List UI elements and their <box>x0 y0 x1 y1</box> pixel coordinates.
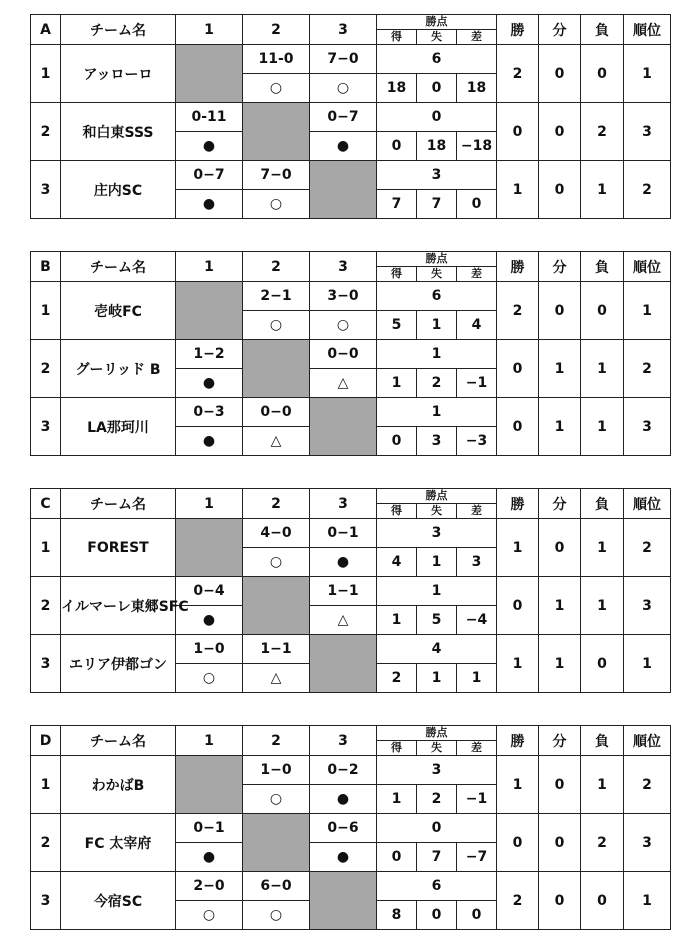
match-score: 1−0 <box>243 756 310 785</box>
self-match-cell <box>310 161 377 219</box>
wins-header: 勝 <box>497 15 539 45</box>
team-number: 3 <box>31 161 61 219</box>
goals-for: 1 <box>377 369 417 398</box>
team-row <box>31 103 671 132</box>
match-score: 3−0 <box>310 282 377 311</box>
self-match-cell <box>243 103 310 161</box>
team-name: FC 太宰府 <box>61 814 176 872</box>
opponent-1-header: 1 <box>176 489 243 519</box>
goals-against-header: 失 <box>416 504 456 518</box>
group-label: B <box>31 252 61 282</box>
losses-value: 2 <box>581 103 624 161</box>
match-score: 1−0 <box>176 635 243 664</box>
match-result-symbol: ● <box>176 606 243 635</box>
points-label: 勝点 <box>377 252 496 267</box>
goal-difference: −1 <box>457 785 497 814</box>
points-value: 6 <box>377 45 497 74</box>
group-table-d <box>30 725 671 930</box>
match-score: 1−2 <box>176 340 243 369</box>
losses-value: 1 <box>581 340 624 398</box>
team-name: グーリッド B <box>61 340 176 398</box>
team-number: 1 <box>31 756 61 814</box>
goals-for-header: 得 <box>391 504 402 517</box>
team-name-header: チーム名 <box>61 726 176 756</box>
rank-value: 1 <box>624 45 671 103</box>
team-number: 2 <box>31 814 61 872</box>
losses-header: 負 <box>581 252 624 282</box>
points-value: 0 <box>377 814 497 843</box>
team-row <box>31 756 671 785</box>
self-match-cell <box>176 756 243 814</box>
team-name: 壱岐FC <box>61 282 176 340</box>
draws-value: 1 <box>539 635 581 693</box>
team-name: 庄内SC <box>61 161 176 219</box>
group-table-c <box>30 488 671 693</box>
points-header <box>377 726 497 756</box>
match-result-symbol: ○ <box>310 311 377 340</box>
wins-value: 2 <box>497 282 539 340</box>
draws-value: 0 <box>539 45 581 103</box>
group-label: A <box>31 15 61 45</box>
wins-header: 勝 <box>497 252 539 282</box>
goal-difference: 3 <box>457 548 497 577</box>
points-header <box>377 489 497 519</box>
team-number: 2 <box>31 340 61 398</box>
goals-for: 2 <box>377 664 417 693</box>
wins-value: 0 <box>497 814 539 872</box>
match-score: 2−0 <box>176 872 243 901</box>
opponent-1-header: 1 <box>176 252 243 282</box>
team-row <box>31 814 671 843</box>
team-row <box>31 398 671 427</box>
wins-header: 勝 <box>497 726 539 756</box>
losses-header: 負 <box>581 489 624 519</box>
match-result-symbol: ○ <box>243 74 310 103</box>
match-result-symbol: ○ <box>243 190 310 219</box>
self-match-cell <box>310 398 377 456</box>
wins-value: 2 <box>497 45 539 103</box>
group-label: D <box>31 726 61 756</box>
match-score: 0−6 <box>310 814 377 843</box>
opponent-3-header: 3 <box>310 726 377 756</box>
rank-value: 2 <box>624 340 671 398</box>
goals-for: 18 <box>377 74 417 103</box>
match-result-symbol: ○ <box>243 901 310 930</box>
rank-value: 1 <box>624 635 671 693</box>
team-number: 1 <box>31 45 61 103</box>
draws-header: 分 <box>539 489 581 519</box>
team-row <box>31 872 671 901</box>
team-name: 和白東SSS <box>61 103 176 161</box>
wins-value: 1 <box>497 519 539 577</box>
team-name-header: チーム名 <box>61 252 176 282</box>
self-match-cell <box>243 814 310 872</box>
team-name: 今宿SC <box>61 872 176 930</box>
points-label: 勝点 <box>377 489 496 504</box>
match-score: 0−0 <box>243 398 310 427</box>
wins-value: 0 <box>497 577 539 635</box>
losses-value: 0 <box>581 635 624 693</box>
team-name: LA那珂川 <box>61 398 176 456</box>
self-match-cell <box>176 519 243 577</box>
rank-value: 2 <box>624 519 671 577</box>
team-number: 1 <box>31 519 61 577</box>
team-row <box>31 161 671 190</box>
goals-against-header: 失 <box>416 30 456 44</box>
goals-for: 0 <box>377 132 417 161</box>
team-name-header: チーム名 <box>61 15 176 45</box>
goals-against-header: 失 <box>416 267 456 281</box>
team-row <box>31 577 671 606</box>
opponent-3-header: 3 <box>310 15 377 45</box>
points-value: 0 <box>377 103 497 132</box>
goals-against: 2 <box>417 785 457 814</box>
goals-for: 5 <box>377 311 417 340</box>
match-score: 11-0 <box>243 45 310 74</box>
wins-value: 0 <box>497 398 539 456</box>
goal-difference: −4 <box>457 606 497 635</box>
team-number: 1 <box>31 282 61 340</box>
goals-against: 2 <box>417 369 457 398</box>
goals-for: 4 <box>377 548 417 577</box>
losses-value: 0 <box>581 872 624 930</box>
points-value: 1 <box>377 340 497 369</box>
goals-for-header: 得 <box>391 741 402 754</box>
match-result-symbol: ● <box>310 132 377 161</box>
points-header <box>377 15 497 45</box>
losses-value: 1 <box>581 398 624 456</box>
opponent-2-header: 2 <box>243 489 310 519</box>
goal-diff-header: 差 <box>456 267 496 281</box>
team-row <box>31 282 671 311</box>
losses-header: 負 <box>581 726 624 756</box>
rank-header: 順位 <box>624 489 671 519</box>
match-score: 6−0 <box>243 872 310 901</box>
goals-against: 3 <box>417 427 457 456</box>
rank-header: 順位 <box>624 252 671 282</box>
self-match-cell <box>243 340 310 398</box>
match-score: 0−2 <box>310 756 377 785</box>
match-result-symbol: ○ <box>243 311 310 340</box>
match-result-symbol: ○ <box>243 548 310 577</box>
points-value: 3 <box>377 756 497 785</box>
match-score: 0−1 <box>310 519 377 548</box>
points-value: 3 <box>377 519 497 548</box>
losses-value: 1 <box>581 161 624 219</box>
team-name: FOREST <box>61 519 176 577</box>
match-score: 0−4 <box>176 577 243 606</box>
team-row <box>31 45 671 74</box>
goals-for: 8 <box>377 901 417 930</box>
team-name: アッローロ <box>61 45 176 103</box>
points-header <box>377 252 497 282</box>
match-result-symbol: ○ <box>176 901 243 930</box>
header-row <box>31 726 671 756</box>
goals-for-header: 得 <box>391 267 402 280</box>
goals-for: 7 <box>377 190 417 219</box>
self-match-cell <box>310 872 377 930</box>
match-score: 0−3 <box>176 398 243 427</box>
rank-header: 順位 <box>624 15 671 45</box>
goals-against-header: 失 <box>416 741 456 755</box>
rank-value: 2 <box>624 161 671 219</box>
draws-value: 1 <box>539 577 581 635</box>
draws-value: 0 <box>539 282 581 340</box>
draws-value: 0 <box>539 519 581 577</box>
losses-value: 0 <box>581 45 624 103</box>
goals-against: 5 <box>417 606 457 635</box>
match-result-symbol: ● <box>176 843 243 872</box>
goals-for-header: 得 <box>391 30 402 43</box>
losses-header: 負 <box>581 15 624 45</box>
points-value: 6 <box>377 282 497 311</box>
goals-against: 1 <box>417 664 457 693</box>
team-row <box>31 340 671 369</box>
match-result-symbol: △ <box>243 664 310 693</box>
goal-difference: 0 <box>457 901 497 930</box>
draws-header: 分 <box>539 726 581 756</box>
goals-against: 7 <box>417 843 457 872</box>
points-label: 勝点 <box>377 15 496 30</box>
group-table-b <box>30 251 671 456</box>
wins-value: 1 <box>497 635 539 693</box>
match-result-symbol: ● <box>176 190 243 219</box>
draws-header: 分 <box>539 252 581 282</box>
goal-difference: 4 <box>457 311 497 340</box>
points-value: 3 <box>377 161 497 190</box>
draws-value: 1 <box>539 340 581 398</box>
header-row <box>31 15 671 45</box>
team-row <box>31 635 671 664</box>
match-result-symbol: △ <box>310 606 377 635</box>
rank-value: 2 <box>624 756 671 814</box>
team-name: イルマーレ東郷SFC <box>61 577 176 635</box>
match-score: 1−1 <box>243 635 310 664</box>
wins-value: 2 <box>497 872 539 930</box>
goals-for: 0 <box>377 843 417 872</box>
self-match-cell <box>310 635 377 693</box>
goal-diff-header: 差 <box>456 30 496 44</box>
goals-against: 18 <box>417 132 457 161</box>
match-result-symbol: ○ <box>310 74 377 103</box>
match-result-symbol: △ <box>310 369 377 398</box>
losses-value: 1 <box>581 519 624 577</box>
match-result-symbol: ● <box>176 369 243 398</box>
losses-value: 2 <box>581 814 624 872</box>
opponent-3-header: 3 <box>310 252 377 282</box>
points-value: 4 <box>377 635 497 664</box>
rank-value: 3 <box>624 398 671 456</box>
group-table-a <box>30 14 671 219</box>
draws-value: 0 <box>539 161 581 219</box>
team-number: 3 <box>31 398 61 456</box>
team-number: 3 <box>31 872 61 930</box>
rank-value: 1 <box>624 282 671 340</box>
rank-header: 順位 <box>624 726 671 756</box>
match-result-symbol: ● <box>310 548 377 577</box>
opponent-2-header: 2 <box>243 252 310 282</box>
losses-value: 0 <box>581 282 624 340</box>
losses-value: 1 <box>581 756 624 814</box>
match-result-symbol: ○ <box>243 785 310 814</box>
wins-value: 0 <box>497 103 539 161</box>
goals-for: 0 <box>377 427 417 456</box>
points-value: 1 <box>377 398 497 427</box>
group-label: C <box>31 489 61 519</box>
team-row <box>31 519 671 548</box>
goals-against: 1 <box>417 311 457 340</box>
draws-header: 分 <box>539 15 581 45</box>
wins-value: 1 <box>497 756 539 814</box>
goal-difference: 1 <box>457 664 497 693</box>
match-result-symbol: ● <box>310 785 377 814</box>
match-score: 7−0 <box>310 45 377 74</box>
wins-value: 0 <box>497 340 539 398</box>
rank-value: 3 <box>624 577 671 635</box>
draws-value: 0 <box>539 756 581 814</box>
match-result-symbol: ● <box>176 132 243 161</box>
points-value: 6 <box>377 872 497 901</box>
match-score: 0−7 <box>310 103 377 132</box>
wins-header: 勝 <box>497 489 539 519</box>
team-number: 3 <box>31 635 61 693</box>
draws-value: 1 <box>539 398 581 456</box>
goal-difference: −1 <box>457 369 497 398</box>
points-label: 勝点 <box>377 726 496 741</box>
match-score: 0−1 <box>176 814 243 843</box>
goals-against: 7 <box>417 190 457 219</box>
match-result-symbol: ● <box>176 427 243 456</box>
goals-for: 1 <box>377 606 417 635</box>
opponent-2-header: 2 <box>243 726 310 756</box>
header-row <box>31 252 671 282</box>
match-score: 0-11 <box>176 103 243 132</box>
draws-value: 0 <box>539 103 581 161</box>
opponent-1-header: 1 <box>176 726 243 756</box>
goal-diff-header: 差 <box>456 741 496 755</box>
self-match-cell <box>243 577 310 635</box>
rank-value: 3 <box>624 814 671 872</box>
match-result-symbol: ○ <box>176 664 243 693</box>
points-value: 1 <box>377 577 497 606</box>
opponent-2-header: 2 <box>243 15 310 45</box>
match-score: 1−1 <box>310 577 377 606</box>
team-number: 2 <box>31 577 61 635</box>
losses-value: 1 <box>581 577 624 635</box>
self-match-cell <box>176 282 243 340</box>
self-match-cell <box>176 45 243 103</box>
draws-value: 0 <box>539 872 581 930</box>
goals-against: 0 <box>417 901 457 930</box>
wins-value: 1 <box>497 161 539 219</box>
goal-difference: −7 <box>457 843 497 872</box>
match-score: 7−0 <box>243 161 310 190</box>
rank-value: 1 <box>624 872 671 930</box>
header-row <box>31 489 671 519</box>
team-number: 2 <box>31 103 61 161</box>
goal-difference: −3 <box>457 427 497 456</box>
goal-diff-header: 差 <box>456 504 496 518</box>
match-score: 0−7 <box>176 161 243 190</box>
goals-for: 1 <box>377 785 417 814</box>
match-score: 0−0 <box>310 340 377 369</box>
goal-difference: 18 <box>457 74 497 103</box>
rank-value: 3 <box>624 103 671 161</box>
opponent-1-header: 1 <box>176 15 243 45</box>
match-result-symbol: △ <box>243 427 310 456</box>
goals-against: 1 <box>417 548 457 577</box>
goal-difference: 0 <box>457 190 497 219</box>
match-score: 2−1 <box>243 282 310 311</box>
team-name: わかばB <box>61 756 176 814</box>
draws-value: 0 <box>539 814 581 872</box>
team-name-header: チーム名 <box>61 489 176 519</box>
goal-difference: −18 <box>457 132 497 161</box>
match-score: 4−0 <box>243 519 310 548</box>
match-result-symbol: ● <box>310 843 377 872</box>
opponent-3-header: 3 <box>310 489 377 519</box>
team-name: エリア伊都ゴン <box>61 635 176 693</box>
goals-against: 0 <box>417 74 457 103</box>
